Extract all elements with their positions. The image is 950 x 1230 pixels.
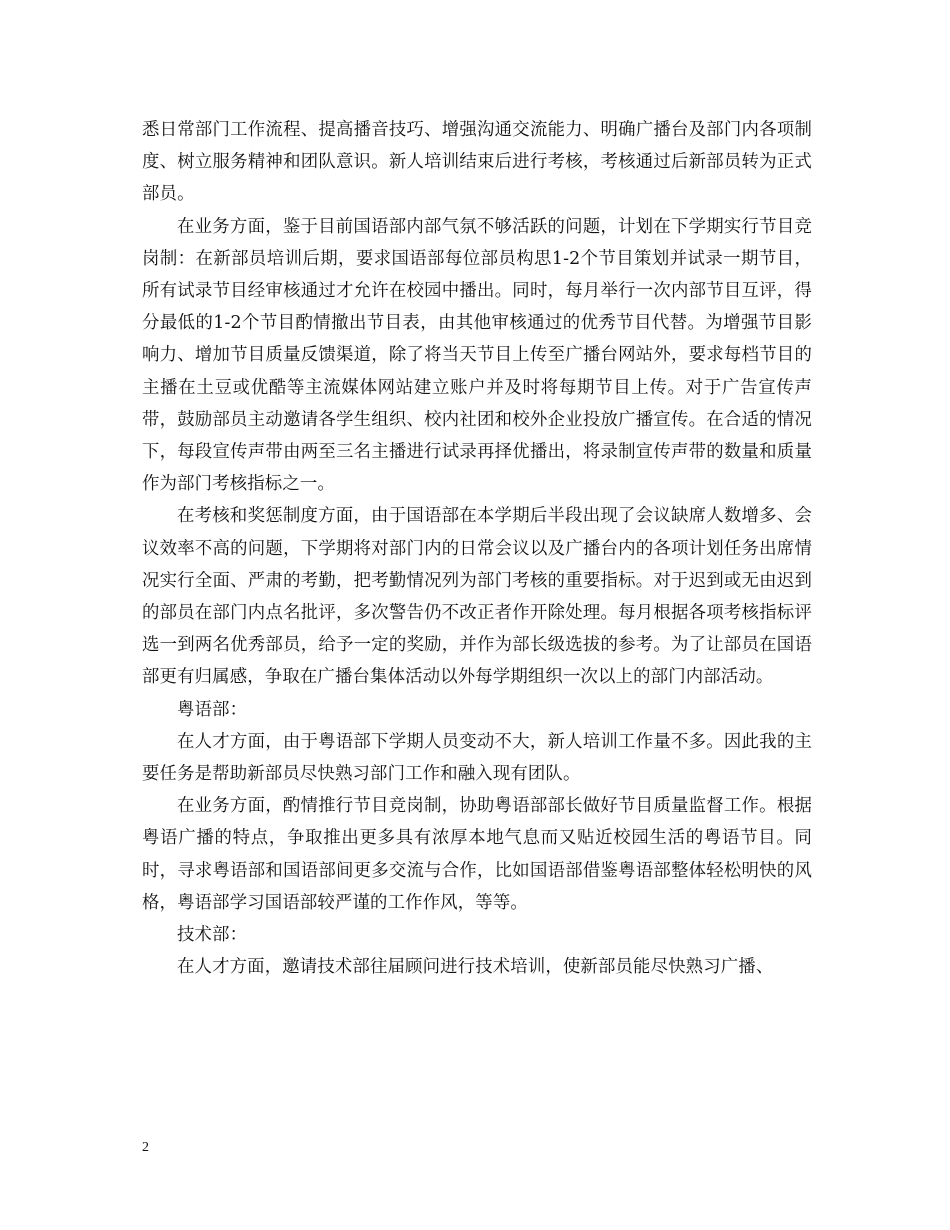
section-heading-cantonese: 粤语部： xyxy=(177,699,248,720)
paragraph-4: 在人才方面，由于粤语部下学期人员变动不大，新人培训工作量不多。因此我的主要任务是帮助新部员尽快熟习部门工作和融入现有团队。 xyxy=(142,731,812,785)
document-body xyxy=(142,114,812,983)
paragraph-2: 在业务方面，鉴于目前国语部内部气氛不够活跃的问题，计划在下学期实行节目竞岗制：在新部员培训后期，要求国语部每位部员构思1-2个节目策划并试录一期节目，所有试录节目经审核通过才允许在校园中播出。同时，每月举行一次内部节目互评，得分最低的1-2个节目酌情撤出节目表，由其他审核通过的优秀节目代替。为增强节目影响力、增加节目质量反馈渠道，除了将当天节目上传至广播台网站外，要求每档节目的主播在土豆或优酷等主流媒体网站建立账户并及时将每期节目上传。对于广告宣传声带，鼓励部员主动邀请各学生组织、校内社团和校外企业投放广播宣传。在合适的情况下，每段宣传声带由两至三名主播进行试录再择优播出，将录制宣传声带的数量和质量作为部门考核指标之一。 xyxy=(142,216,812,495)
paragraph-3: 在考核和奖惩制度方面，由于国语部在本学期后半段出现了会议缺席人数增多、会议效率不高的问题，下学期将对部门内的日常会议以及广播台内的各项计划任务出席情况实行全面、严肃的考勤，把考勤情况列为部门考核的重要指标。对于迟到或无由迟到的部员在部门内点名批评，多次警告仍不改正者作开除处理。每月根据各项考核指标评选一到两名优秀部员，给予一定的奖励，并作为部长级选拔的参考。为了让部员在国语部更有归属感，争取在广播台集体活动以外每学期组织一次以上的部门内部活动。 xyxy=(142,506,812,688)
paragraph-5: 在业务方面，酌情推行节目竞岗制，协助粤语部部长做好节目质量监督工作。根据粤语广播的特点，争取推出更多具有浓厚本地气息而又贴近校园生活的粤语节目。同时，寻求粤语部和国语部间更多交流与合作，比如国语部借鉴粤语部整体轻松明快的风格，粤语部学习国语部较严谨的工作作风，等等。 xyxy=(142,796,812,913)
paragraph-1: 悉日常部门工作流程、提高播音技巧、增强沟通交流能力、明确广播台及部门内各项制度、树立服务精神和团队意识。新人培训结束后进行考核，考核通过后新部员转为正式部员。 xyxy=(142,120,812,205)
page-number: 2 xyxy=(142,1140,149,1155)
paragraph-6: 在人才方面，邀请技术部往届顾问进行技术培训，使新部员能尽快熟习广播、 xyxy=(177,957,774,978)
section-heading-technical: 技术部： xyxy=(177,925,248,946)
